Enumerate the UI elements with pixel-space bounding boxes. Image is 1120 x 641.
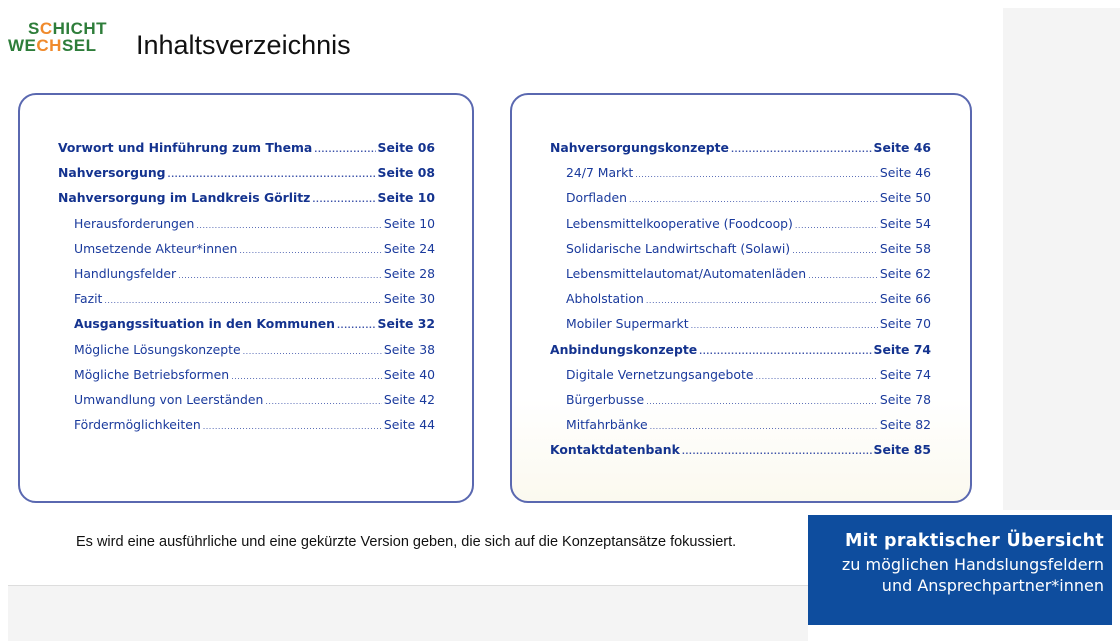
toc-entry-label: Kontaktdatenbank	[550, 442, 680, 458]
toc-entry[interactable]	[58, 392, 435, 417]
toc-entry[interactable]	[550, 367, 931, 392]
toc-entry[interactable]	[58, 417, 435, 442]
promo-heading: Mit praktischer Übersicht	[844, 531, 1104, 551]
toc-entry-page: Seite 10	[383, 215, 435, 231]
toc-entry-label: Fazit	[74, 291, 103, 307]
toc-entry-page: Seite 78	[879, 391, 931, 407]
toc-leader-dots	[243, 347, 382, 356]
toc-entry[interactable]	[58, 165, 435, 190]
toc-entry-page: Seite 08	[377, 165, 435, 181]
toc-entry[interactable]	[550, 165, 931, 190]
toc-entry-page: Seite 28	[383, 265, 435, 281]
toc-entry-label: Nahversorgung	[58, 165, 166, 181]
toc-entry[interactable]	[550, 316, 931, 341]
toc-entry-page: Seite 44	[383, 417, 435, 433]
toc-entry-label: Umwandlung von Leerständen	[74, 391, 264, 407]
toc-entry[interactable]	[550, 140, 931, 165]
promo-line: und Ansprechpartner*innen	[881, 576, 1104, 595]
toc-entry-label: Umsetzende Akteur*innen	[74, 240, 238, 256]
toc-entry-label: Lebensmittelkooperative (Foodcoop)	[566, 215, 793, 231]
toc-leader-dots	[203, 422, 382, 431]
toc-entry-page: Seite 46	[879, 165, 931, 181]
toc-entry-page: Seite 85	[873, 442, 931, 458]
toc-entry-page: Seite 38	[383, 341, 435, 357]
toc-entry-page: Seite 62	[879, 265, 931, 281]
toc-leader-dots	[756, 372, 878, 381]
toc-entry-page: Seite 42	[383, 391, 435, 407]
toc-entry[interactable]	[550, 241, 931, 266]
toc-entry-page: Seite 74	[873, 341, 931, 357]
toc-leader-dots	[646, 397, 878, 406]
toc-entry-page: Seite 10	[377, 190, 435, 206]
promo-line: zu möglichen Handslungsfeldern	[841, 555, 1104, 574]
toc-entry-page: Seite 54	[879, 215, 931, 231]
toc-leader-dots	[699, 347, 871, 356]
toc-entry[interactable]	[58, 140, 435, 165]
toc-entry-label: Handlungsfelder	[74, 265, 177, 281]
toc-leader-dots	[650, 422, 878, 431]
toc-leader-dots	[635, 170, 878, 179]
toc-entry[interactable]	[58, 342, 435, 367]
toc-leader-dots	[239, 246, 381, 255]
toc-entry[interactable]	[58, 216, 435, 241]
toc-leader-dots	[792, 246, 878, 255]
toc-leader-dots	[731, 145, 872, 154]
toc-leader-dots	[808, 271, 878, 280]
toc-leader-dots	[104, 296, 381, 305]
toc-entry[interactable]	[550, 417, 931, 442]
version-note: Es wird eine ausführliche und eine gekürzte Version geben, die sich auf die Konzeptansätze fokussiert.	[76, 534, 737, 550]
toc-leader-dots	[231, 372, 382, 381]
toc-entry-page: Seite 30	[383, 291, 435, 307]
toc-entry[interactable]	[58, 266, 435, 291]
toc-entry-page: Seite 06	[377, 140, 435, 155]
toc-entry-label: Lebensmittelautomat/Automatenläden	[566, 265, 807, 281]
toc-leader-dots	[314, 145, 375, 154]
toc-entry[interactable]	[58, 316, 435, 341]
toc-entry-label: Mögliche Lösungskonzepte	[74, 341, 241, 357]
toc-entry-page: Seite 24	[383, 240, 435, 256]
toc-entry[interactable]	[58, 190, 435, 215]
toc-entry[interactable]	[550, 392, 931, 417]
toc-entry-label: Mögliche Betriebsformen	[74, 366, 230, 382]
toc-entry[interactable]	[550, 190, 931, 215]
toc-leader-dots	[265, 397, 382, 406]
toc-panel-left	[18, 93, 474, 503]
toc-entry[interactable]	[550, 342, 931, 367]
toc-entry-page: Seite 46	[873, 140, 931, 155]
footer-band	[8, 585, 808, 641]
side-panel	[1003, 8, 1120, 510]
toc-leader-dots	[196, 221, 381, 230]
toc-leader-dots	[691, 321, 878, 330]
toc-entry[interactable]	[550, 291, 931, 316]
toc-entry-label: Nahversorgung im Landkreis Görlitz	[58, 190, 311, 206]
toc-entry-label: Mobiler Supermarkt	[566, 316, 689, 332]
toc-entry[interactable]	[58, 367, 435, 392]
toc-entry-label: Solidarische Landwirtschaft (Solawi)	[566, 240, 791, 256]
toc-entry-label: Bürgerbusse	[566, 391, 645, 407]
toc-entry-page: Seite 40	[383, 366, 435, 382]
toc-entry-page: Seite 82	[879, 417, 931, 433]
toc-entry-page: Seite 70	[879, 316, 931, 332]
toc-entry-label: Mitfahrbänke	[566, 417, 648, 433]
toc-entry-label: Vorwort und Hinführung zum Thema	[58, 140, 313, 155]
toc-panel-right	[510, 93, 972, 503]
toc-leader-dots	[178, 271, 382, 280]
toc-entry-label: 24/7 Markt	[566, 165, 634, 181]
toc-entry-page: Seite 58	[879, 240, 931, 256]
toc-entry-page: Seite 50	[879, 190, 931, 206]
toc-entry-page: Seite 32	[377, 316, 435, 332]
toc-entry-page: Seite 74	[879, 366, 931, 382]
toc-entry[interactable]	[58, 241, 435, 266]
toc-entry-label: Abholstation	[566, 291, 644, 307]
toc-entry[interactable]	[550, 442, 931, 467]
toc-leader-dots	[168, 170, 376, 179]
toc-leader-dots	[312, 195, 375, 204]
toc-leader-dots	[646, 296, 878, 305]
toc-entry-label: Digitale Vernetzungsangebote	[566, 366, 754, 382]
toc-entry-label: Dorfladen	[566, 190, 627, 206]
toc-entry-label: Fördermöglichkeiten	[74, 417, 201, 433]
toc-leader-dots	[337, 321, 376, 330]
toc-entry-page: Seite 66	[879, 291, 931, 307]
toc-entry[interactable]	[58, 291, 435, 316]
toc-entry[interactable]	[550, 216, 931, 241]
toc-entry-label: Anbindungskonzepte	[550, 341, 698, 357]
toc-entry-label: Nahversorgungskonzepte	[550, 140, 729, 155]
page-title: Inhaltsverzeichnis	[136, 30, 351, 60]
toc-entry-label: Ausgangssituation in den Kommunen	[74, 316, 336, 332]
promo-box	[808, 515, 1112, 625]
toc-entry-label: Herausforderungen	[74, 215, 195, 231]
toc-leader-dots	[629, 195, 878, 204]
toc-leader-dots	[795, 221, 878, 230]
schichtwechsel-logo: SCHICHT WECHSEL	[8, 19, 108, 55]
toc-entry[interactable]	[550, 266, 931, 291]
toc-leader-dots	[682, 447, 872, 456]
